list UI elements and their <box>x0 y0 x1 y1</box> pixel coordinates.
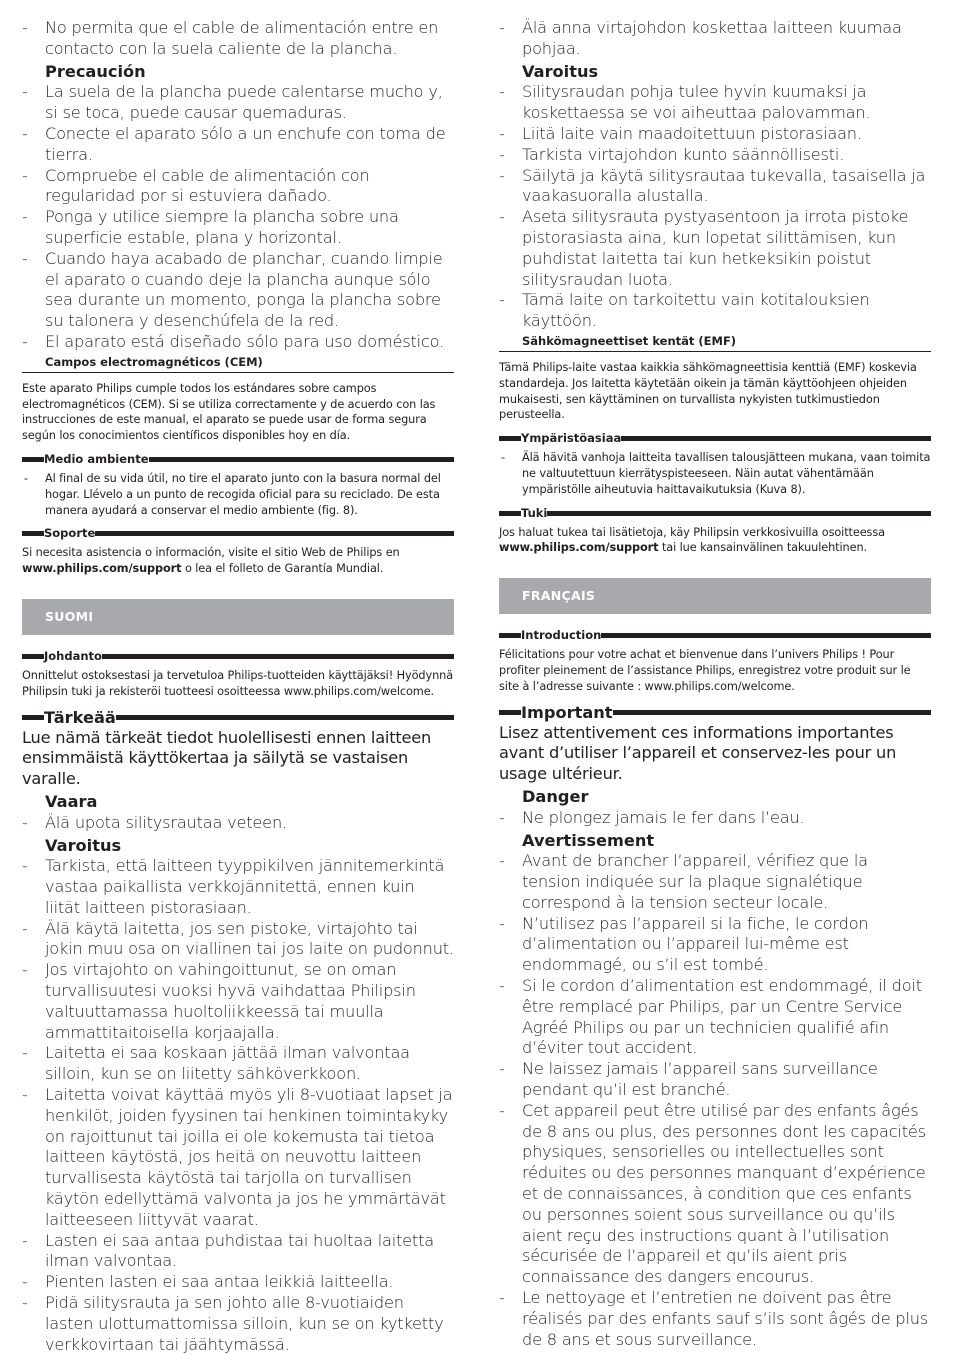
list-item: - Lasten ei saa antaa puhdistaa tai huoltaa laitetta ilman valvontaa. <box>22 1230 434 1271</box>
right-column <box>499 18 931 1350</box>
list-item: - Ne laissez jamais l’appareil sans surveillance pendant qu’il est branché. <box>499 1059 878 1100</box>
section-heading-bar <box>499 703 931 723</box>
section-heading-bar <box>499 431 931 446</box>
subsection-heading: Campos electromagnéticos (CEM) <box>22 355 454 373</box>
section-heading: Avertissement <box>522 830 655 850</box>
section-heading: Danger <box>522 786 589 806</box>
list-item: - Ponga y utilice siempre la plancha sobre una superficie estable, plana y horizontal. <box>22 207 399 247</box>
section-heading-bar <box>499 506 931 521</box>
section-heading-bar <box>22 452 454 467</box>
paragraph: Félicitations pour votre achat et bienvenue dans l’univers Philips ! Pour profiter pleinement de l’assistance Philips, enregistrez votre produit sur le site à l’adresse suivante : www.philips.com/welcome. <box>499 648 911 693</box>
list-item: - No permita que el cable de alimentación entre en contacto con la suela caliente de la plancha. <box>22 18 439 58</box>
list-item: - Jos virtajohto on vahingoittunut, se on oman turvallisuutesi vuoksi hyvä vaihdattaa Philipsin valtuuttamassa huoltoliikkeessä tai muulla ammattitaitoisella korjaajalla. <box>22 960 416 1042</box>
section-heading-bar <box>22 708 454 728</box>
list-item: - Si le cordon d’alimentation est endommagé, il doit être remplacé par Philips, par un Centre Service Agréé Philips ou par un technicien qualifié afin d’éviter tout accident. <box>499 976 922 1058</box>
paragraph: Si necesita asistencia o información, visite el sitio Web de Philips en www.philips.com/support o lea el folleto de Garantía Mundial. <box>22 546 400 576</box>
list-item: - Ne plongez jamais le fer dans l’eau. <box>499 807 805 827</box>
section-heading: Varoitus <box>522 61 599 81</box>
section-heading-bar <box>22 526 454 541</box>
list-item: - Laitetta ei saa koskaan jättää ilman valvontaa silloin, kun se on liitetty sähköverkkoon. <box>22 1043 410 1084</box>
section-heading: Tuki <box>521 505 548 520</box>
list-item: - Cuando haya acabado de planchar, cuando limpie el aparato o cuando deje la plancha aunque sólo sea durante un momento, ponga la plancha sobre su talonera y desenchúfela de la red. <box>22 248 443 331</box>
list-item: - Tarkista virtajohdon kunto säännöllisesti. <box>499 144 845 164</box>
list-item: - Älä käytä laitetta, jos sen pistoke, virtajohto tai jokin muu osa on viallinen tai jos laite on pudonnut. <box>22 918 454 959</box>
paragraph: Lisez attentivement ces informations importantes avant d’utiliser l’appareil et conservez-les pour un usage ultérieur. <box>499 722 897 784</box>
list-item: - La suela de la plancha puede calentarse mucho y, si se toca, puede causar quemaduras. <box>22 82 443 123</box>
section-heading: Medio ambiente <box>44 451 149 466</box>
section-heading: Vaara <box>45 791 98 811</box>
list-item: - Liitä laite vain maadoitettuun pistorasiaan. <box>499 123 862 143</box>
list-item: - Compruebe el cable de alimentación con regularidad por si estuviera dañado. <box>22 165 370 206</box>
subsection-heading: Sähkömagneettiset kentät (EMF) <box>499 334 931 352</box>
list-item: - Laitetta voivat käyttää myös yli 8-vuotiaat lapset ja henkilöt, joiden fyysinen tai henkinen toimintakyky on rajoittunut tai joilla ei ole kokemusta tai tietoa laitteen käytöstä, jos heitä on neuvottu laitteen turvallisesta käytöstä tai tarjolla on turvallisen käytön edellyttämä valvonta ja jos he ymmärtävät laitteeseen liittyvät vaarat. <box>22 1085 453 1229</box>
paragraph: Este aparato Philips cumple todos los estándares sobre campos electromagnéticos (CEM). Si se utiliza correctamente y de acuerdo con las instrucciones de este manual, el aparato se puede usar de forma segura según los conocimientos científicos disponibles hoy en día. <box>22 381 436 443</box>
list-item: - Silitysraudan pohja tulee hyvin kuumaksi ja koskettaessa se voi aiheuttaa palovamman. <box>499 82 871 123</box>
list-item: - Älä anna virtajohdon koskettaa laitteen kuumaa pohjaa. <box>499 18 902 58</box>
left-column <box>22 18 454 1355</box>
section-heading-bar <box>499 628 931 643</box>
section-heading: Soporte <box>44 526 96 541</box>
list-item: - Aseta silitysrauta pystyasentoon ja irrota pistoke pistorasiasta aina, kun lopetat silittämisen, kun puhdistat laitetta tai kun hetkeksikin poistut silitysraudan luota. <box>499 207 909 289</box>
section-heading: Important <box>521 702 613 722</box>
section-heading: Introduction <box>521 628 602 643</box>
section-heading: Precaución <box>45 61 146 81</box>
list-item: - Le nettoyage et l’entretien ne doivent pas être réalisés par des enfants sauf s’ils sont âgés de plus de 8 ans et sous surveillance. <box>499 1288 929 1349</box>
list-item: - Säilytä ja käytä silitysrautaa tukevalla, tasaisella ja vaakasuoralla alustalla. <box>499 165 926 206</box>
list-item: - Al final de su vida útil, no tire el aparato junto con la basura normal del hogar. Llévelo a un punto de recogida oficial para su reciclado. De esta manera ayudará a conservar el medio ambiente (fig. 8). <box>24 471 441 517</box>
list-item: - Conecte el aparato sólo a un enchufe con toma de tierra. <box>22 123 446 164</box>
section-heading: Tärkeää <box>44 707 116 727</box>
list-item: - Pienten lasten ei saa antaa leikkiä laitteella. <box>22 1272 394 1292</box>
section-heading: Johdanto <box>44 648 102 663</box>
language-header: FRANÇAIS <box>499 578 931 614</box>
support-link[interactable]: www.philips.com/support <box>22 562 182 576</box>
list-item: - Älä upota silitysrautaa veteen. <box>22 812 287 832</box>
paragraph: Tämä Philips-laite vastaa kaikkia sähkömagneettisia kenttiä (EMF) koskevia standardeja. Jos laitetta käytetään oikein ja tämän käyttöohjeen ohjeiden mukaisesti, sen käyttäminen on turvallista nykyisten tutkimustiedon perusteella. <box>499 360 917 422</box>
paragraph: Lue nämä tärkeät tiedot huolellisesti ennen laitteen ensimmäistä käyttökertaa ja säilytä se vastaisen varalle. <box>22 727 432 789</box>
section-heading-bar <box>22 649 454 664</box>
paragraph: Onnittelut ostoksestasi ja tervetuloa Philips-tuotteiden käyttäjäksi! Hyödynnä Philipsin tuki ja rekisteröi tuotteesi osoitteessa www.philips.com/welcome. <box>22 668 454 698</box>
support-link[interactable]: www.philips.com/support <box>499 541 659 555</box>
list-item: - N’utilisez pas l’appareil si la fiche, le cordon d’alimentation ou l’appareil lui-même est endommagé, ou s’il est tombé. <box>499 913 869 975</box>
list-item: - Pidä silitysrauta ja sen johto alle 8-vuotiaiden lasten ulottumattomissa silloin, kun se on kytketty verkkovirtaan tai jäähtymässä. <box>22 1293 444 1354</box>
section-heading: Ympäristöasiaa <box>521 431 622 446</box>
section-heading: Varoitus <box>45 835 122 855</box>
list-item: - Tarkista, että laitteen tyyppikilven jännitemerkintä vastaa paikallista verkkojännitettä, ennen kuin liität laitteen pistorasiaan. <box>22 856 445 917</box>
list-item: - Älä hävitä vanhoja laitteita tavallisen talousjätteen mukana, vaan toimita ne valtuutettuun kierrätyspisteeseen. Näin autat vähentämään ympäristölle aiheutuvia haittavaikutuksia (Kuva 8). <box>501 451 931 496</box>
paragraph: Jos haluat tukea tai lisätietoja, käy Philipsin verkkosivuilla osoitteessa www.philips.com/support tai lue kansainvälinen takuulehtinen. <box>499 525 885 555</box>
list-item: - Cet appareil peut être utilisé par des enfants âgés de 8 ans ou plus, des personnes dont les capacités physiques, sensorielles ou intellectuelles sont réduites ou des personnes manquant d’expérience et de connaissances, à condition que ces enfants ou personnes soient sous surveillance ou qu’ils aient reçu des instructions quant à l’utilisation sécurisée de l’appareil et qu’ils aient pris connaissance des dangers encourus. <box>499 1100 926 1287</box>
list-item: - El aparato está diseñado sólo para uso doméstico. <box>22 331 445 351</box>
list-item: - Avant de brancher l’appareil, vérifiez que la tension indiquée sur la plaque signalétique correspond à la tension secteur locale. <box>499 851 868 912</box>
language-header: SUOMI <box>22 599 454 635</box>
list-item: - Tämä laite on tarkoitettu vain kotitalouksien käyttöön. <box>499 290 870 331</box>
